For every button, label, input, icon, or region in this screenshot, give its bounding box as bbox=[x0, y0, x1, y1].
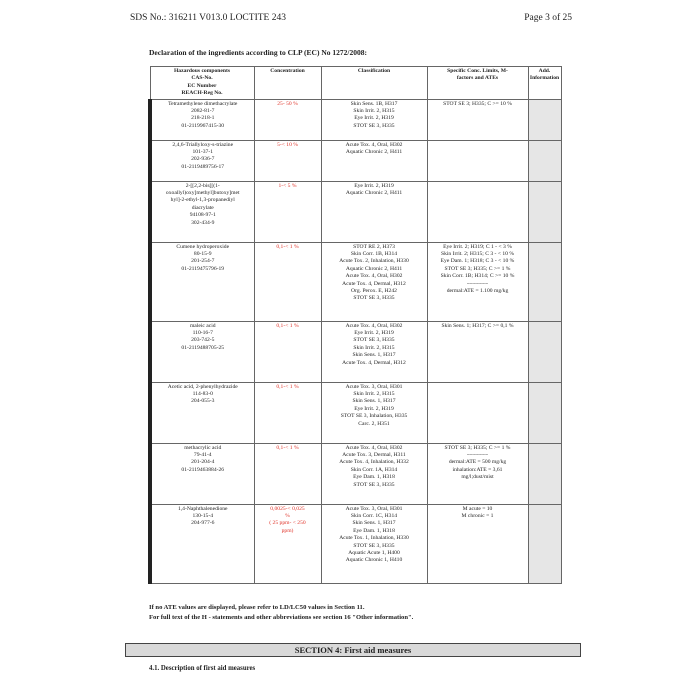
cell-line: 0,0025-< 0,025 bbox=[270, 505, 305, 512]
cell-line: Eye Irrit. 2, H319 bbox=[354, 115, 394, 122]
cell-line: 110-16-7 bbox=[192, 330, 213, 337]
cell-line: 203-742-5 bbox=[191, 337, 215, 344]
cell-line: Skin Sens. 1, H317 bbox=[352, 398, 396, 405]
cell-line: ppm) bbox=[281, 527, 294, 534]
header-specific-limits bbox=[427, 67, 528, 100]
cell-line: mg/l;dust/mist bbox=[461, 474, 494, 481]
cell-line: Eye Irrit. 2, H319 bbox=[354, 330, 394, 337]
cell-line: inhalation:ATE = 3,61 bbox=[452, 466, 503, 473]
cell-specific-limits bbox=[427, 140, 528, 181]
cell-classification bbox=[321, 99, 427, 140]
note-ate: If no ATE values are displayed, please refer to LD/LC50 values in Section 11. bbox=[149, 604, 365, 611]
cell-classification bbox=[321, 382, 427, 443]
header-component bbox=[150, 67, 254, 100]
cell-line: Eye Dam. 1; H318; C 3 - < 10 % bbox=[440, 258, 515, 265]
table-header-row bbox=[150, 67, 561, 100]
cell-component bbox=[150, 242, 254, 321]
note-full-text: For full text of the H - statements and other abbreviations see section 16 "Other information". bbox=[149, 614, 414, 621]
cell-line: 80-15-9 bbox=[193, 251, 212, 258]
cell-line: hyl]-2-ethyl-1,3-propanediyl bbox=[170, 197, 235, 204]
cell-line: 01-2119488705-25 bbox=[181, 344, 225, 351]
subsection-4-1-heading: 4.1. Description of first aid measures bbox=[149, 665, 256, 672]
cell-line: 204-055-3 bbox=[191, 398, 215, 405]
cell-line: Acute Tox. 3, Oral, H301 bbox=[345, 505, 403, 512]
cell-concentration bbox=[254, 181, 321, 242]
cell-line: Skin Sens. 1, H317 bbox=[352, 352, 396, 359]
cell-additional-info bbox=[528, 140, 561, 181]
cell-line: Skin Sens. 1, H317 bbox=[352, 520, 396, 527]
cell-line: Acute Tox. 1, Inhalation, H330 bbox=[339, 535, 409, 542]
cell-line: Aquatic Chronic 2, H411 bbox=[345, 149, 403, 156]
cell-line: M chronic = 1 bbox=[461, 513, 494, 520]
cell-line: 201-254-7 bbox=[191, 258, 215, 265]
cell-line: ( 25 ppm- < 250 bbox=[269, 520, 306, 527]
cell-line: Acute Tox. 4, Oral, H302 bbox=[345, 444, 403, 451]
cell-line: 2082-81-7 bbox=[191, 108, 215, 115]
cell-concentration bbox=[254, 443, 321, 504]
cell-additional-info bbox=[528, 181, 561, 242]
cell-line: 0,1-< 1 % bbox=[276, 383, 299, 390]
cell-line: 130-15-4 bbox=[192, 513, 213, 520]
cell-line: Org. Perox. E, H242 bbox=[351, 288, 397, 295]
cell-concentration bbox=[254, 382, 321, 443]
cell-line: Skin Sens. 1B, H317 bbox=[350, 100, 398, 107]
cell-line: Skin Sens. 1; H317; C >= 0,1 % bbox=[441, 322, 514, 329]
cell-line: 79-41-4 bbox=[193, 452, 212, 459]
cell-line: Concentration bbox=[270, 68, 305, 74]
table-row bbox=[150, 140, 561, 181]
cell-line: Aquatic Acute 1, H400 bbox=[348, 550, 400, 557]
cell-line: ~~~~~~~ bbox=[466, 280, 489, 287]
cell-line: oxoallyl)oxy]methyl]butoxy]met bbox=[165, 190, 240, 197]
cell-line: Acute Tox. 4, Oral, H302 bbox=[345, 273, 403, 280]
cell-component bbox=[150, 443, 254, 504]
cell-concentration bbox=[254, 504, 321, 583]
header-concentration bbox=[254, 67, 321, 100]
cell-line: 101-37-1 bbox=[192, 149, 213, 156]
cell-line: Skin Irrit. 2, H315 bbox=[353, 344, 395, 351]
cell-line: dermal:ATE = 500 mg/kg bbox=[448, 459, 507, 466]
cell-line: 25- 50 % bbox=[277, 100, 298, 107]
cell-line: Acetic acid, 2-phenylhydrazide bbox=[167, 383, 238, 390]
cell-line: factors and ATEs bbox=[456, 75, 499, 82]
cell-line: 1-< 5 % bbox=[278, 182, 297, 189]
cell-line: Aquatic Chronic 1, H410 bbox=[345, 557, 403, 564]
cell-line: 0,1-< 1 % bbox=[276, 243, 299, 250]
cell-line: STOT RE 2, H373 bbox=[353, 243, 395, 250]
cell-line: REACH-Reg No. bbox=[181, 90, 223, 97]
cell-specific-limits bbox=[427, 321, 528, 382]
section-4-heading: SECTION 4: First aid measures bbox=[125, 643, 581, 657]
table-row bbox=[150, 504, 561, 583]
cell-line: Aquatic Chronic 2, H411 bbox=[345, 265, 403, 272]
cell-line: Skin Corr. 1B, H314 bbox=[350, 251, 398, 258]
cell-concentration bbox=[254, 140, 321, 181]
cell-line: 0,1-< 1 % bbox=[276, 322, 299, 329]
cell-line: 302-434-9 bbox=[191, 219, 215, 226]
cell-line: STOT SE 3, H335 bbox=[353, 295, 395, 302]
cell-line: Classification bbox=[357, 68, 391, 74]
table-row bbox=[150, 242, 561, 321]
cell-line: Hazardous components bbox=[173, 68, 231, 74]
cell-classification bbox=[321, 443, 427, 504]
cell-line: Acute Tox. 4, Oral, H302 bbox=[345, 322, 403, 329]
cell-concentration bbox=[254, 242, 321, 321]
cell-line: methacrylic acid bbox=[184, 444, 222, 451]
cell-classification bbox=[321, 181, 427, 242]
cell-specific-limits bbox=[427, 443, 528, 504]
cell-line: Information bbox=[529, 75, 560, 82]
cell-line: Skin Corr. 1A, H314 bbox=[350, 466, 398, 473]
cell-line: 01-2119967415-30 bbox=[181, 122, 225, 129]
cell-line: 201-204-4 bbox=[191, 459, 215, 466]
header-page-number: Page 3 of 25 bbox=[524, 13, 572, 23]
cell-specific-limits bbox=[427, 242, 528, 321]
cell-line: 114-83-0 bbox=[192, 391, 213, 398]
cell-line: Carc. 2, H351 bbox=[358, 420, 390, 427]
cell-line: STOT SE 3; H335; C >= 1 % bbox=[444, 444, 511, 451]
header-document-id: SDS No.: 316211 V013.0 LOCTITE 243 bbox=[130, 13, 286, 23]
cell-line: STOT SE 3, H335 bbox=[353, 481, 395, 488]
cell-specific-limits bbox=[427, 504, 528, 583]
ingredients-table bbox=[148, 66, 562, 584]
cell-line: maleic acid bbox=[189, 322, 216, 329]
cell-classification bbox=[321, 242, 427, 321]
cell-line: 01-2119463884-26 bbox=[181, 466, 225, 473]
cell-line: STOT SE 3, H335 bbox=[353, 337, 395, 344]
cell-line: Skin Corr. 1B; H314; C >= 10 % bbox=[440, 273, 515, 280]
cell-line: ~~~~~~~ bbox=[466, 452, 489, 459]
cell-line: Tetramethylene dimethacrylate bbox=[168, 100, 238, 107]
cell-line: 2-[[2,2-bis[[(1- bbox=[185, 182, 220, 189]
cell-line: Eye Irrit. 2, H319 bbox=[354, 405, 394, 412]
cell-line: Skin Irrit. 2, H315 bbox=[353, 108, 395, 115]
cell-line: Skin Corr. 1C, H314 bbox=[350, 513, 398, 520]
cell-additional-info bbox=[528, 99, 561, 140]
cell-classification bbox=[321, 140, 427, 181]
cell-line: 2,4,6-Triallyloxy-s-triazine bbox=[172, 141, 234, 148]
cell-additional-info bbox=[528, 242, 561, 321]
table-row bbox=[150, 443, 561, 504]
cell-classification bbox=[321, 504, 427, 583]
cell-component bbox=[150, 99, 254, 140]
cell-line: Acute Tox. 3, Dermal, H311 bbox=[342, 452, 406, 459]
cell-component bbox=[150, 140, 254, 181]
cell-component bbox=[150, 321, 254, 382]
cell-line: STOT SE 3; H335; C >= 1 % bbox=[444, 265, 511, 272]
declaration-title: Declaration of the ingredients according to CLP (EC) No 1272/2008: bbox=[149, 48, 367, 57]
cell-line: Acute Tox. 2, Inhalation, H330 bbox=[339, 258, 409, 265]
cell-line: Eye Irrit. 2, H319 bbox=[354, 182, 394, 189]
cell-specific-limits bbox=[427, 99, 528, 140]
cell-component bbox=[150, 504, 254, 583]
cell-concentration bbox=[254, 99, 321, 140]
cell-line: Cumene hydroperoxide bbox=[176, 243, 230, 250]
cell-line: diacrylate bbox=[191, 204, 214, 211]
cell-line: 5-< 10 % bbox=[277, 141, 298, 148]
cell-line: 1,4-Naphthalenedione bbox=[177, 505, 228, 512]
cell-line: % bbox=[285, 513, 290, 520]
cell-line: EC Number bbox=[187, 82, 217, 89]
cell-additional-info bbox=[528, 382, 561, 443]
cell-concentration bbox=[254, 321, 321, 382]
cell-line: 218-218-1 bbox=[191, 115, 215, 122]
cell-line: M acute = 10 bbox=[462, 505, 493, 512]
header-classification bbox=[321, 67, 427, 100]
cell-line: dermal:ATE = 1.100 mg/kg bbox=[446, 288, 509, 295]
cell-line: 0,1-< 1 % bbox=[276, 444, 299, 451]
cell-line: 204-977-6 bbox=[191, 520, 215, 527]
table-row bbox=[150, 321, 561, 382]
cell-line: Eye Dam. 1, H318 bbox=[353, 527, 395, 534]
cell-line: Acute Tox. 3, Oral, H301 bbox=[345, 383, 403, 390]
cell-line: STOT SE 3, H335 bbox=[353, 542, 395, 549]
cell-line: Specific Conc. Limits, M- bbox=[447, 68, 508, 74]
cell-line: STOT SE 3, H335 bbox=[353, 122, 395, 129]
cell-line: 94108-97-1 bbox=[189, 212, 216, 219]
cell-component bbox=[150, 181, 254, 242]
cell-line: Acute Tox. 4, Inhalation, H332 bbox=[339, 459, 409, 466]
cell-line: 202-936-7 bbox=[191, 156, 215, 163]
cell-line: Aquatic Chronic 2, H411 bbox=[345, 190, 403, 197]
cell-line: Acute Tox. 4, Oral, H302 bbox=[345, 141, 403, 148]
table-row bbox=[150, 382, 561, 443]
cell-line: Skin Irrit. 2; H315; C 3 - < 10 % bbox=[440, 251, 515, 258]
cell-line: Add. bbox=[538, 68, 551, 74]
cell-line: Eye Dam. 1, H318 bbox=[353, 474, 395, 481]
cell-additional-info bbox=[528, 443, 561, 504]
cell-additional-info bbox=[528, 321, 561, 382]
cell-line: 01-2119475796-19 bbox=[181, 265, 225, 272]
table-row bbox=[150, 99, 561, 140]
cell-line: STOT SE 3, Inhalation, H335 bbox=[340, 413, 408, 420]
header-additional-info bbox=[528, 67, 561, 100]
cell-line: STOT SE 3; H335; C >= 10 % bbox=[443, 100, 512, 107]
cell-line: Acute Tox. 4, Dermal, H312 bbox=[342, 359, 406, 366]
cell-line: Acute Tox. 4, Dermal, H312 bbox=[342, 280, 406, 287]
cell-additional-info bbox=[528, 504, 561, 583]
cell-specific-limits bbox=[427, 181, 528, 242]
table-row bbox=[150, 181, 561, 242]
cell-classification bbox=[321, 321, 427, 382]
cell-line: Eye Irrit. 2; H319; C 1 - < 3 % bbox=[443, 243, 512, 250]
cell-line: CAS-No. bbox=[191, 75, 213, 82]
cell-line: Skin Irrit. 2, H315 bbox=[353, 391, 395, 398]
cell-line: 01-2119489756-17 bbox=[181, 163, 225, 170]
cell-component bbox=[150, 382, 254, 443]
cell-specific-limits bbox=[427, 382, 528, 443]
